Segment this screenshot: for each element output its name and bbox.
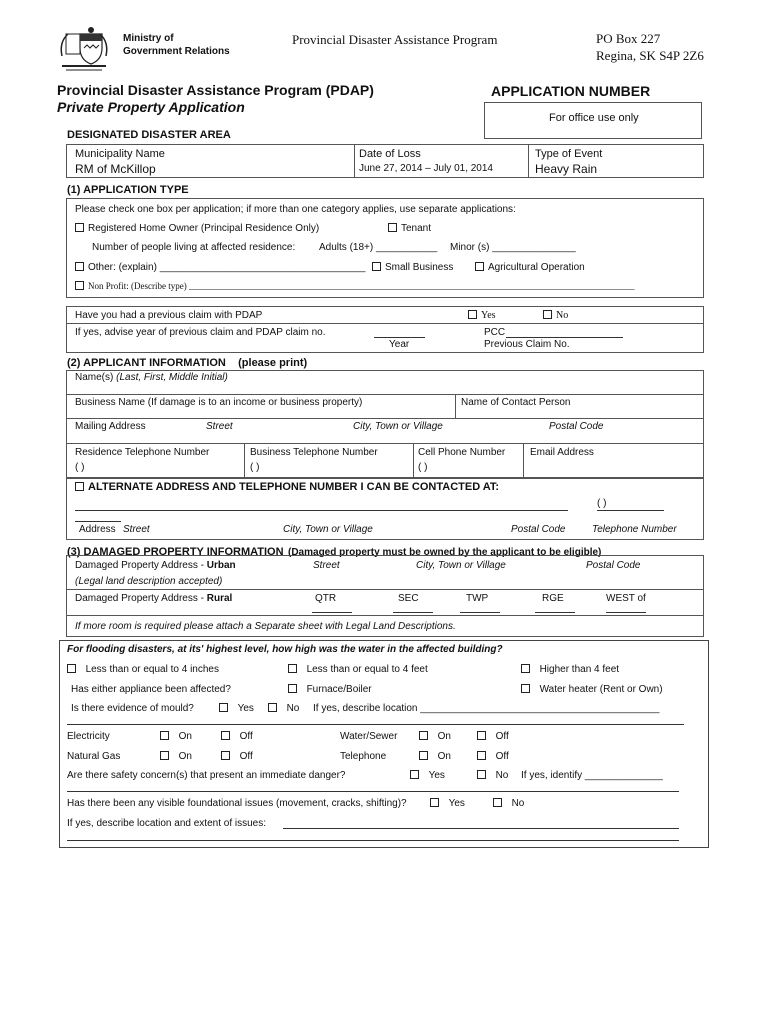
water-heater-option[interactable] bbox=[521, 684, 663, 695]
email-label[interactable]: Email Address bbox=[530, 447, 594, 458]
safety-yes-label: Yes bbox=[428, 770, 445, 781]
form-title: Provincial Disaster Assistance Program (PDAP) bbox=[57, 82, 374, 98]
water-sewer-label: Water/Sewer bbox=[340, 731, 398, 742]
telephone-label: Telephone bbox=[340, 751, 387, 762]
telephone-off-option[interactable] bbox=[477, 751, 509, 762]
tenant-option[interactable] bbox=[388, 223, 431, 234]
alternate-postal-label: Postal Code bbox=[511, 524, 566, 535]
telephone-on-option[interactable] bbox=[419, 751, 451, 762]
alternate-address-heading[interactable]: ALTERNATE ADDRESS AND TELEPHONE NUMBER I CAN BE CONTACTED AT: bbox=[75, 481, 499, 493]
water-gt-4ft-option[interactable] bbox=[521, 664, 619, 675]
mould-yes-option[interactable] bbox=[219, 703, 254, 714]
water-sewer-off-option[interactable] bbox=[477, 731, 509, 742]
prev-claim-yes-checkbox[interactable] bbox=[468, 310, 477, 319]
water-lt-4ft-option[interactable] bbox=[288, 664, 428, 675]
applicant-info-heading: (2) APPLICANT INFORMATION (please print) bbox=[67, 357, 308, 369]
safety-identify-line-2[interactable] bbox=[67, 791, 679, 792]
names-label[interactable]: Name(s) (Last, First, Middle Initial) bbox=[75, 372, 228, 383]
rge-input-line[interactable] bbox=[535, 612, 575, 613]
other-label: Other: (explain) _____________________________________ bbox=[88, 262, 366, 273]
event-type-value[interactable]: Heavy Rain bbox=[535, 162, 598, 176]
previous-year-question: If yes, advise year of previous claim and PDAP claim no. bbox=[75, 327, 326, 338]
water-sewer-off-label: Off bbox=[495, 731, 509, 742]
electricity-on-option[interactable] bbox=[160, 731, 192, 742]
flooding-question: For flooding disasters, at its' highest level, how high was the water in the affected building? bbox=[67, 644, 503, 655]
prev-claim-no-label: No bbox=[556, 310, 569, 321]
urban-street-label: Street bbox=[313, 560, 340, 571]
business-name-label[interactable]: Business Name (If damage is to an income or business property) bbox=[75, 397, 363, 408]
gas-on-label: On bbox=[178, 751, 192, 762]
agricultural-checkbox[interactable] bbox=[475, 262, 484, 271]
water-sewer-on-option[interactable] bbox=[419, 731, 451, 742]
alternate-street-label: Street bbox=[123, 524, 150, 535]
rge-label: RGE bbox=[542, 593, 564, 604]
natural-gas-label: Natural Gas bbox=[67, 751, 121, 762]
other-option[interactable] bbox=[75, 262, 365, 273]
people-count-label: Number of people living at affected residence: bbox=[92, 242, 296, 253]
foundation-describe-line-1[interactable] bbox=[283, 828, 679, 829]
gas-off-option[interactable] bbox=[221, 751, 253, 762]
electricity-off-label: Off bbox=[239, 731, 253, 742]
electricity-on-label: On bbox=[178, 731, 192, 742]
west-of-input-line[interactable] bbox=[606, 612, 646, 613]
water-heater-checkbox[interactable] bbox=[521, 684, 530, 693]
program-name-header: Provincial Disaster Assistance Program bbox=[292, 32, 498, 47]
telephone-off-checkbox[interactable] bbox=[477, 751, 486, 760]
non-profit-checkbox[interactable] bbox=[75, 281, 84, 290]
mould-question: Is there evidence of mould? bbox=[71, 703, 194, 714]
city-postal: Regina, SK S4P 2Z6 bbox=[596, 48, 704, 63]
mailing-postal-label: Postal Code bbox=[549, 421, 604, 432]
gas-off-label: Off bbox=[239, 751, 253, 762]
mailing-city-label: City, Town or Village bbox=[353, 421, 443, 432]
safety-no-label: No bbox=[495, 770, 509, 781]
date-of-loss-value[interactable]: June 27, 2014 – July 01, 2014 bbox=[359, 163, 493, 174]
application-type-heading: (1) APPLICATION TYPE bbox=[67, 184, 189, 196]
mould-no-checkbox[interactable] bbox=[268, 703, 277, 712]
alternate-address-line[interactable] bbox=[75, 510, 568, 511]
alternate-phone-line[interactable] bbox=[597, 510, 664, 511]
non-profit-label: Non Profit: (Describe type) ___________________________________________________________________________________________________ bbox=[88, 281, 635, 291]
furnace-label: Furnace/Boiler bbox=[306, 684, 372, 695]
po-box: PO Box 227 bbox=[596, 31, 661, 46]
appliance-question: Has either appliance been affected? bbox=[71, 684, 231, 695]
residence-phone-paren[interactable]: ( ) bbox=[75, 462, 85, 473]
cell-phone-label[interactable]: Cell Phone Number bbox=[418, 447, 506, 458]
prev-claim-no-option[interactable] bbox=[543, 310, 568, 321]
gas-off-checkbox[interactable] bbox=[221, 751, 230, 760]
agricultural-option[interactable] bbox=[475, 262, 585, 273]
urban-city-label: City, Town or Village bbox=[416, 560, 506, 571]
tenant-checkbox[interactable] bbox=[388, 223, 397, 232]
furnace-checkbox[interactable] bbox=[288, 684, 297, 693]
residence-phone-label[interactable]: Residence Telephone Number bbox=[75, 447, 210, 458]
mould-yes-label: Yes bbox=[237, 703, 254, 714]
foundation-yes-checkbox[interactable] bbox=[430, 798, 439, 807]
minors-field[interactable]: Minor (s) _______________ bbox=[450, 242, 576, 253]
electricity-on-checkbox[interactable] bbox=[160, 731, 169, 740]
mould-no-label: No bbox=[286, 703, 300, 714]
contact-person-label[interactable]: Name of Contact Person bbox=[461, 397, 571, 408]
business-phone-label[interactable]: Business Telephone Number bbox=[250, 447, 378, 458]
mailing-street-label: Street bbox=[206, 421, 233, 432]
foundation-yes-option[interactable] bbox=[430, 798, 465, 809]
alternate-city-label: City, Town or Village bbox=[283, 524, 373, 535]
water-lt-4in-label: Less than or equal to 4 inches bbox=[85, 664, 219, 675]
more-room-note: If more room is required please attach a Separate sheet with Legal Land Descriptions. bbox=[75, 621, 456, 632]
previous-claim-no-label: Previous Claim No. bbox=[484, 339, 570, 350]
qtr-label: QTR bbox=[315, 593, 337, 604]
safety-no-option[interactable] bbox=[477, 770, 508, 781]
urban-address-label[interactable]: Damaged Property Address - Urban bbox=[75, 560, 236, 571]
other-checkbox[interactable] bbox=[75, 262, 84, 271]
ministry-line-1: Ministry of bbox=[123, 33, 174, 44]
water-heater-label: Water heater (Rent or Own) bbox=[539, 684, 663, 695]
date-of-loss-label: Date of Loss bbox=[359, 148, 421, 160]
alternate-phone-paren[interactable]: ( ) bbox=[597, 498, 607, 509]
prev-claim-no-checkbox[interactable] bbox=[543, 310, 552, 319]
water-lt-4in-option[interactable] bbox=[67, 664, 219, 675]
water-sewer-on-label: On bbox=[437, 731, 451, 742]
sec-input-line[interactable] bbox=[393, 612, 433, 613]
pcc-input-line[interactable] bbox=[506, 337, 623, 338]
home-owner-option[interactable] bbox=[75, 223, 319, 234]
alternate-address-checkbox[interactable] bbox=[75, 482, 84, 491]
foundation-describe-line-2[interactable] bbox=[67, 840, 679, 841]
qtr-input-line[interactable] bbox=[312, 612, 352, 613]
application-type-instruction: Please check one box per application; if more than one category applies, use separate applications: bbox=[75, 204, 516, 215]
sec-label: SEC bbox=[398, 593, 419, 604]
form-subtitle: Private Property Application bbox=[57, 99, 245, 115]
foundation-no-checkbox[interactable] bbox=[493, 798, 502, 807]
foundation-no-label: No bbox=[511, 798, 525, 809]
electricity-label: Electricity bbox=[67, 731, 110, 742]
year-label: Year bbox=[389, 339, 410, 350]
water-lt-4ft-label: Less than or equal to 4 feet bbox=[306, 664, 428, 675]
event-type-label: Type of Event bbox=[535, 148, 603, 160]
year-input-line[interactable] bbox=[374, 337, 425, 338]
furnace-option[interactable] bbox=[288, 684, 372, 695]
home-owner-label: Registered Home Owner (Principal Residence Only) bbox=[88, 223, 320, 234]
safety-yes-option[interactable] bbox=[410, 770, 445, 781]
telephone-off-label: Off bbox=[495, 751, 509, 762]
home-owner-checkbox[interactable] bbox=[75, 223, 84, 232]
gas-on-checkbox[interactable] bbox=[160, 751, 169, 760]
water-gt-4ft-label: Higher than 4 feet bbox=[539, 664, 620, 675]
alternate-telephone-label: Telephone Number bbox=[592, 524, 677, 535]
legal-land-note: (Legal land description accepted) bbox=[75, 576, 223, 587]
foundation-describe-label: If yes, describe location and extent of issues: bbox=[67, 818, 266, 829]
tenant-label: Tenant bbox=[401, 223, 432, 234]
damaged-property-heading: (3) DAMAGED PROPERTY INFORMATION (Damaged property must be owned by the applicant to be eligible) bbox=[67, 546, 602, 558]
water-lt-4in-checkbox[interactable] bbox=[67, 664, 76, 673]
water-sewer-on-checkbox[interactable] bbox=[419, 731, 428, 740]
rural-address-label[interactable]: Damaged Property Address - Rural bbox=[75, 593, 233, 604]
water-sewer-off-checkbox[interactable] bbox=[477, 731, 486, 740]
safety-no-checkbox[interactable] bbox=[477, 770, 486, 779]
electricity-off-option[interactable] bbox=[221, 731, 253, 742]
safety-question: Are there safety concern(s) that present an immediate danger? bbox=[67, 770, 346, 781]
ministry-line-2: Government Relations bbox=[123, 46, 230, 57]
saskatchewan-crest-logo bbox=[58, 26, 110, 72]
telephone-on-label: On bbox=[437, 751, 451, 762]
mould-no-option[interactable] bbox=[268, 703, 299, 714]
west-of-label: WEST of bbox=[606, 593, 646, 604]
cell-phone-paren[interactable]: ( ) bbox=[418, 462, 428, 473]
mould-location-line-2[interactable] bbox=[67, 724, 684, 725]
gas-on-option[interactable] bbox=[160, 751, 192, 762]
mould-location-field[interactable]: If yes, describe location ___________________________________________ bbox=[313, 703, 660, 714]
mould-yes-checkbox[interactable] bbox=[219, 703, 228, 712]
municipality-label: Municipality Name bbox=[75, 148, 165, 160]
twp-label: TWP bbox=[466, 593, 489, 604]
pcc-label: PCC bbox=[484, 327, 506, 338]
foundation-no-option[interactable] bbox=[493, 798, 524, 809]
mailing-address-label[interactable]: Mailing Address bbox=[75, 421, 146, 432]
urban-postal-label: Postal Code bbox=[586, 560, 641, 571]
application-number-label: APPLICATION NUMBER bbox=[491, 83, 651, 99]
business-phone-paren[interactable]: ( ) bbox=[250, 462, 260, 473]
safety-yes-checkbox[interactable] bbox=[410, 770, 419, 779]
small-business-checkbox[interactable] bbox=[372, 262, 381, 271]
telephone-on-checkbox[interactable] bbox=[419, 751, 428, 760]
safety-identify-field[interactable]: If yes, identify ______________ bbox=[521, 770, 663, 781]
foundation-question: Has there been any visible foundational issues (movement, cracks, shifting)? bbox=[67, 798, 407, 809]
small-business-option[interactable] bbox=[372, 262, 453, 273]
municipality-value[interactable]: RM of McKillop bbox=[75, 162, 156, 176]
agricultural-label: Agricultural Operation bbox=[488, 262, 585, 273]
office-use-label: For office use only bbox=[549, 112, 639, 124]
alternate-address-label: Address bbox=[79, 524, 116, 535]
non-profit-option[interactable] bbox=[75, 281, 634, 291]
disaster-area-heading: DESIGNATED DISASTER AREA bbox=[67, 129, 231, 141]
twp-input-line[interactable] bbox=[460, 612, 500, 613]
prev-claim-yes-label: Yes bbox=[481, 310, 496, 321]
water-lt-4ft-checkbox[interactable] bbox=[288, 664, 297, 673]
previous-claim-question: Have you had a previous claim with PDAP bbox=[75, 310, 263, 321]
foundation-yes-label: Yes bbox=[448, 798, 465, 809]
water-gt-4ft-checkbox[interactable] bbox=[521, 664, 530, 673]
small-business-label: Small Business bbox=[385, 262, 454, 273]
prev-claim-yes-option[interactable] bbox=[468, 310, 496, 321]
adults-field[interactable]: Adults (18+) ___________ bbox=[319, 242, 438, 253]
electricity-off-checkbox[interactable] bbox=[221, 731, 230, 740]
